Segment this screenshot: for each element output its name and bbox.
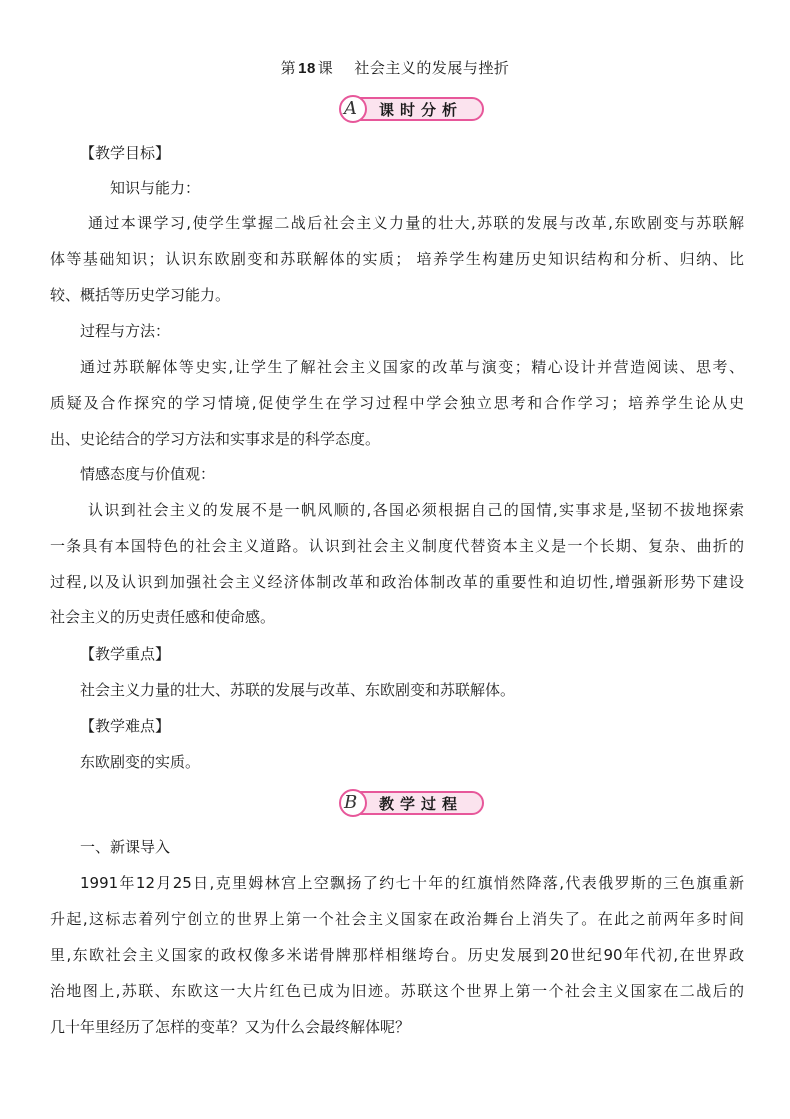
page-title [0, 57, 790, 78]
section-badge-b [337, 789, 485, 817]
knowledge-line-1: 通过本课学习,使学生掌握二战后社会主义力量的壮大,苏联的发展与改革,东欧剧变与苏联解 [88, 214, 744, 232]
emotion-label: 情感态度与价值观： [80, 465, 216, 483]
emotion-line-2: 一条具有本国特色的社会主义道路。认识到社会主义制度代替资本主义是一个长期、复杂、曲折的 [50, 537, 744, 555]
process-label: 过程与方法： [80, 322, 171, 340]
title-suffix: 课 [317, 59, 334, 77]
process-line-1: 通过苏联解体等史实,让学生了解社会主义国家的改革与演变；精心设计并营造阅读、思考、 [80, 358, 744, 376]
knowledge-label: 知识与能力： [110, 179, 201, 197]
intro-line-5: 几十年里经历了怎样的变革？又为什么会最终解体呢？ [50, 1018, 411, 1036]
intro-line-2: 升起,这标志着列宁创立的世界上第一个社会主义国家在政治舞台上消失了。在此之前两年多时间 [50, 910, 744, 928]
badge-a-text: 课时分析 [379, 101, 464, 119]
process-line-3: 出、史论结合的学习方法和实事求是的科学态度。 [50, 430, 381, 448]
badge-b-letter: B [344, 792, 358, 813]
section-badge-a [337, 95, 485, 123]
badge-a-letter: A [344, 98, 357, 119]
intro-line-1: 1991年12月25日,克里姆林宫上空飘扬了约七十年的红旗悄然降落,代表俄罗斯的三色旗重新 [80, 874, 744, 892]
emotion-line-3: 过程,以及认识到加强社会主义经济体制改革和政治体制改革的重要性和迫切性,增强新形势下建设 [50, 573, 744, 591]
intro-line-3: 里,东欧社会主义国家的政权像多米诺骨牌那样相继垮台。历史发展到20世纪90年代初,在世界政 [50, 946, 744, 964]
difficult-text: 东欧剧变的实质。 [80, 753, 201, 771]
emotion-line-4: 社会主义的历史责任感和使命感。 [50, 608, 276, 626]
badge-b-text: 教学过程 [379, 795, 464, 813]
process-line-2: 质疑及合作探究的学习情境,促使学生在学习过程中学会独立思考和合作学习；培养学生论从史 [50, 394, 744, 412]
emotion-line-1: 认识到社会主义的发展不是一帆风顺的,各国必须根据自己的国情,实事求是,坚韧不拔地探索 [88, 501, 744, 519]
lesson-number: 18 [298, 60, 316, 77]
knowledge-line-3: 较、概括等历史学习能力。 [50, 286, 231, 304]
key-text: 社会主义力量的壮大、苏联的发展与改革、东欧剧变和苏联解体。 [80, 681, 516, 699]
title-prefix: 第 [280, 59, 297, 77]
intro-line-4: 治地图上,苏联、东欧这一大片红色已成为旧迹。苏联这个世界上第一个社会主义国家在二战后的 [50, 982, 744, 1000]
title-text: 社会主义的发展与挫折 [354, 59, 510, 77]
intro-heading: 一、新课导入 [80, 838, 171, 856]
heading-difficult: 【教学难点】 [80, 717, 171, 735]
heading-goals: 【教学目标】 [80, 144, 171, 162]
knowledge-line-2: 体等基础知识；认识东欧剧变和苏联解体的实质； 培养学生构建历史知识结构和分析、归纳、比 [50, 250, 744, 268]
heading-key: 【教学重点】 [80, 645, 171, 663]
